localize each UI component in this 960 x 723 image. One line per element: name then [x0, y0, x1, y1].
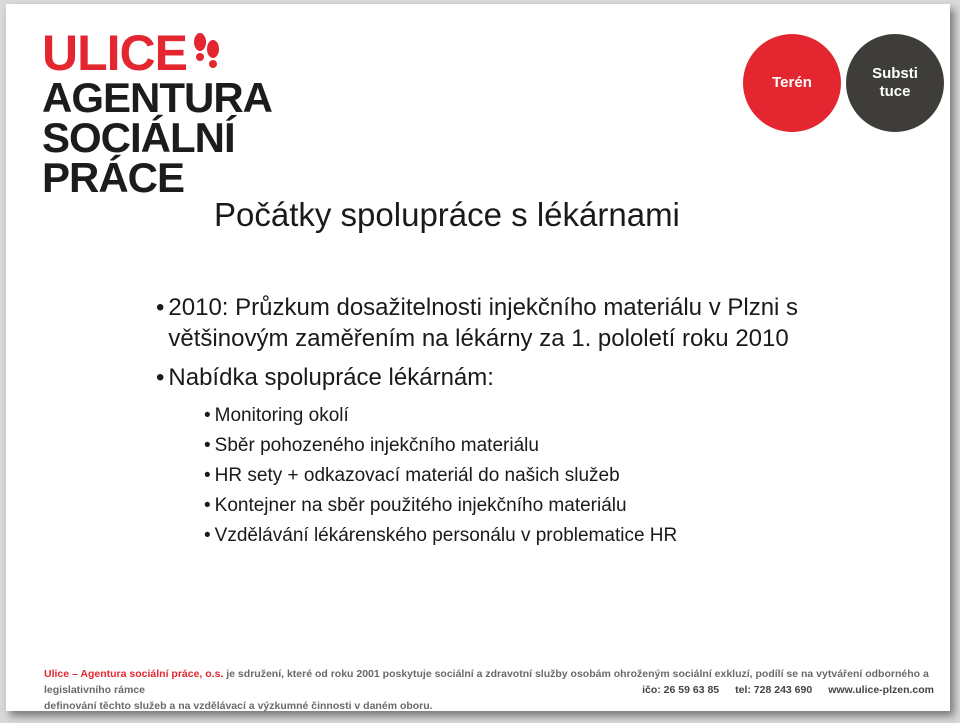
- bullet-text: 2010: Průzkum dosažitelnosti injekčního materiálu v Plzni s většinovým zaměřením na lékárny za 1. pololetí roku 2010: [168, 294, 799, 352]
- bullet-dot: •: [204, 405, 211, 426]
- bullet-dot: •: [204, 525, 211, 546]
- footer-line-2: definování těchto služeb a na vzdělávací a výzkumné činnosti v daném oboru.: [44, 700, 433, 712]
- bullet-dot: •: [204, 435, 211, 456]
- bullet-dot: •: [156, 364, 165, 391]
- footer-contacts: [642, 682, 934, 698]
- logo-line-prace: PRÁCE: [42, 154, 185, 201]
- agency-logo: [42, 25, 282, 201]
- slide-title: Počátky spolupráce s lékárnami: [214, 196, 680, 233]
- logo-line-agentura: AGENTURA: [42, 74, 272, 121]
- bullet-dot: •: [204, 495, 211, 516]
- bullet-item: [156, 292, 856, 354]
- logo-line-socialni: SOCIÁLNÍ: [42, 114, 235, 161]
- bullet-dot: •: [156, 294, 165, 321]
- footer-ico: ičo: 26 59 63 85: [642, 684, 720, 696]
- bullet-dot: •: [204, 465, 211, 486]
- bullet-list: [156, 292, 856, 551]
- footer-text-1: je sdružení, které od roku 2001 poskytuje sociální a zdravotní služby osobám ohroženým sociální exkluzí, podílí se na vytváření odborného a legislativního rámce: [44, 668, 929, 696]
- teren-label: Terén: [772, 74, 812, 91]
- subbullet-text: Kontejner na sběr použitého injekčního materiálu: [214, 495, 627, 516]
- subbullet-item: [204, 521, 856, 551]
- subbullet-item: [204, 461, 856, 491]
- bullet-item: [156, 362, 856, 393]
- subbullet-text: Vzdělávání lékárenského personálu v problematice HR: [214, 525, 678, 546]
- footprints-icon: [191, 32, 221, 74]
- teren-circle: [743, 34, 841, 132]
- footer-org: Ulice – Agentura sociální práce, o.s.: [44, 668, 224, 680]
- subbullet-text: HR sety + odkazovací materiál do našich služeb: [214, 465, 620, 486]
- subbullet-text: Monitoring okolí: [214, 405, 349, 426]
- footer-tel: tel: 728 243 690: [735, 684, 813, 696]
- subbullet-item: [204, 401, 856, 431]
- bullet-text: Nabídka spolupráce lékárnám:: [168, 364, 494, 391]
- subbullet-text: Sběr pohozeného injekčního materiálu: [214, 435, 539, 456]
- logo-line-ulice: ULICE: [42, 28, 282, 78]
- slide: [6, 4, 950, 711]
- subbullet-item: [204, 431, 856, 461]
- footer-web-link[interactable]: www.ulice-plzen.com: [828, 684, 934, 696]
- footer: [44, 666, 934, 714]
- substituce-label: Substi tuce: [872, 65, 918, 100]
- substituce-circle: [846, 34, 944, 132]
- subbullet-item: [204, 491, 856, 521]
